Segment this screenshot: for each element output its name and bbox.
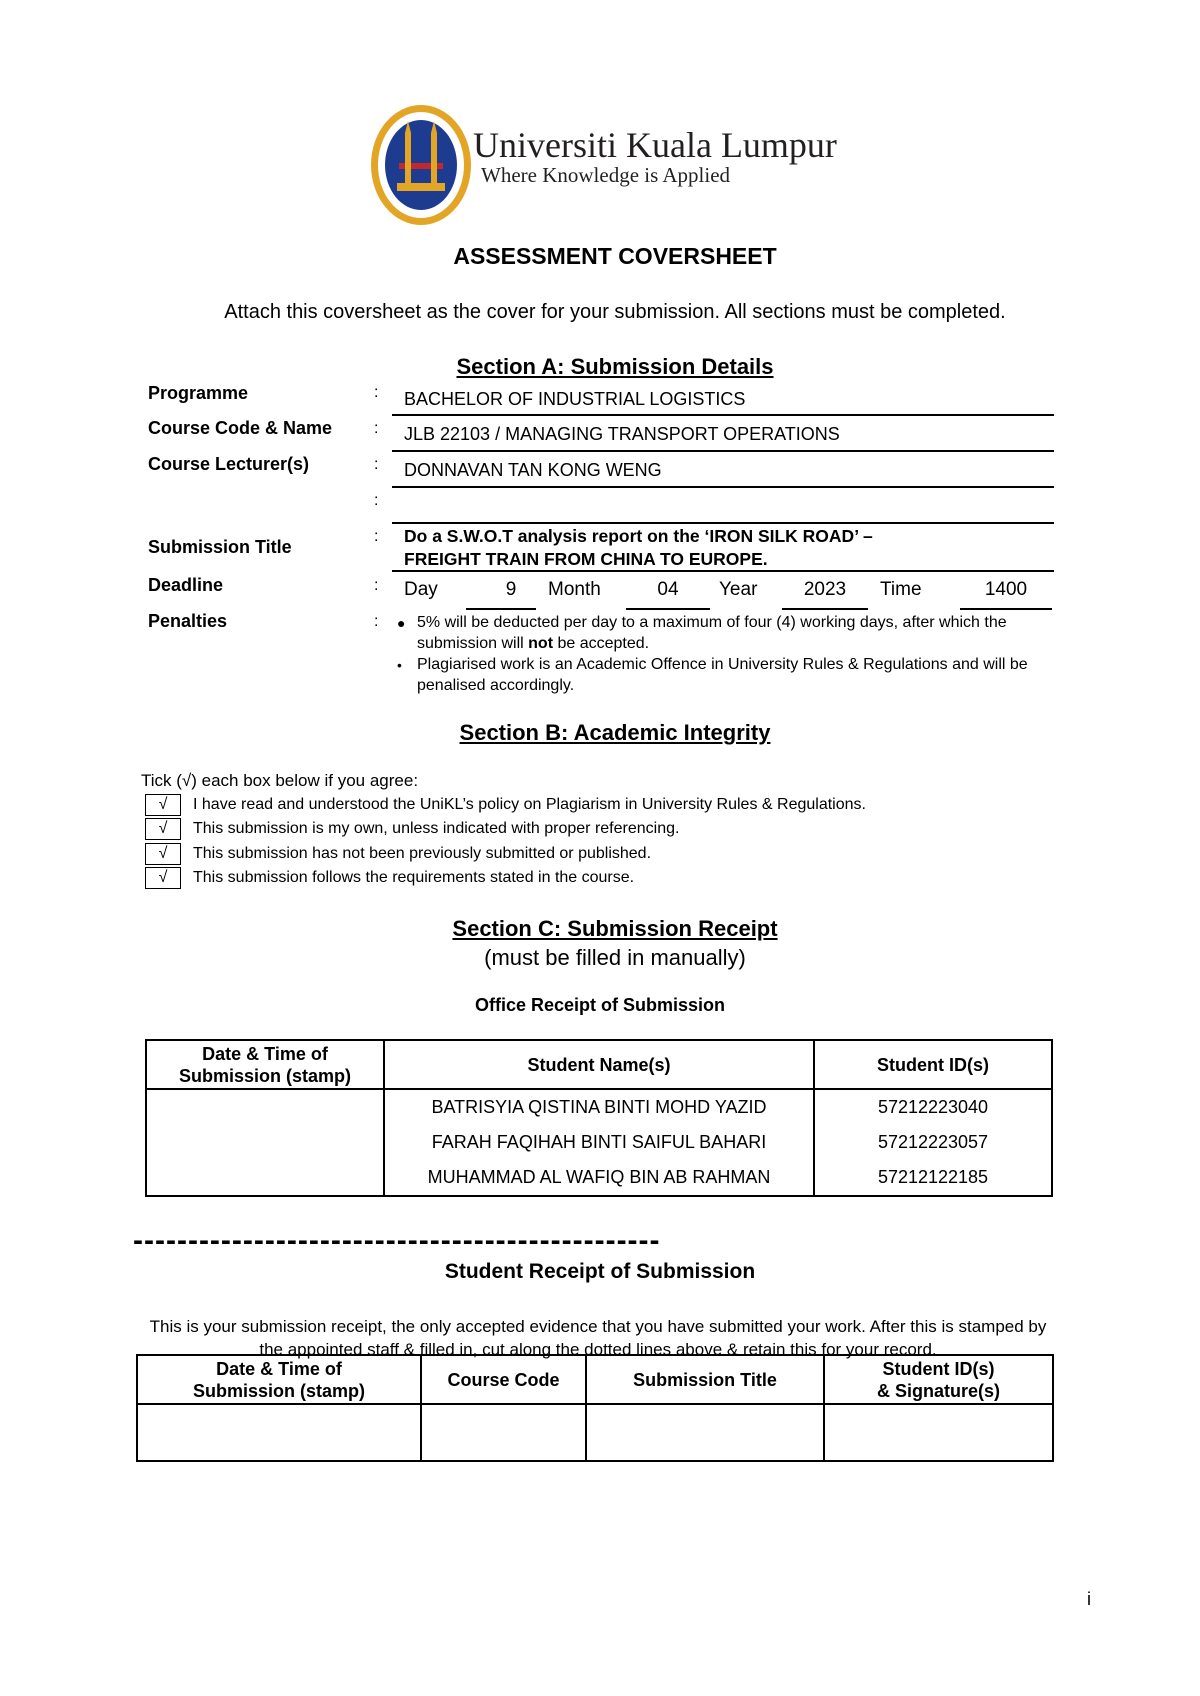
programme-label: Programme <box>148 383 249 403</box>
student-receipt-note: This is your submission receipt, the only accepted evidence that you have submitted your work. After this is stamped by the appointed staff & filled in, cut along the dotted lines above & retain this for your record. <box>149 1317 1047 1359</box>
agreement-text: I have read and understood the UniKL’s policy on Plagiarism in University Rules & Regulations. <box>193 796 866 813</box>
university-tagline: Where Knowledge is Applied <box>481 163 731 187</box>
colon: : <box>374 528 379 545</box>
table-row <box>146 1089 1052 1125</box>
office-receipt-table <box>145 1039 1053 1197</box>
lecturer-field-2 <box>392 490 1054 524</box>
section-b-heading: Section B: Academic Integrity <box>459 720 771 745</box>
programme-value: BACHELOR OF INDUSTRIAL LOGISTICS <box>404 389 746 409</box>
table-row <box>137 1404 1053 1461</box>
colon: : <box>374 384 379 401</box>
cut-line: ------------------------------------------------ <box>133 1224 661 1257</box>
deadline-day-value: 9 <box>505 579 517 600</box>
deadline-label: Deadline <box>148 575 224 595</box>
penalties-label: Penalties <box>148 611 228 631</box>
deadline-time-value: 1400 <box>984 579 1028 600</box>
lecturer-label: Course Lecturer(s) <box>148 454 310 474</box>
colon: : <box>374 456 379 473</box>
university-name: Universiti Kuala Lumpur <box>473 125 837 165</box>
table-header-date: Date & Time of Submission (stamp) <box>146 1040 384 1089</box>
submission-title-label: Submission Title <box>148 537 292 557</box>
student-id: 57212122185 <box>814 1160 1052 1196</box>
section-a-heading: Section A: Submission Details <box>456 354 774 379</box>
deadline-day-underline <box>466 608 536 610</box>
colon: : <box>374 577 379 594</box>
deadline-month-value: 04 <box>657 579 679 600</box>
student-name: BATRISYIA QISTINA BINTI MOHD YAZID <box>384 1089 814 1125</box>
colon: : <box>374 492 379 509</box>
table-header-date: Date & Time of Submission (stamp) <box>137 1355 421 1404</box>
office-receipt-title: Office Receipt of Submission <box>474 995 726 1015</box>
agreement-checkbox[interactable]: √ <box>145 794 181 816</box>
agreement-text: This submission is my own, unless indicated with proper referencing. <box>193 820 680 837</box>
deadline-year-value: 2023 <box>803 579 847 600</box>
stamp-cell <box>137 1404 421 1461</box>
colon: : <box>374 613 379 630</box>
penalty-item-2: Plagiarised work is an Academic Offence in University Rules & Regulations and will be penalised accordingly. <box>417 656 1028 694</box>
student-receipt-title: Student Receipt of Submission <box>444 1260 756 1283</box>
student-name: MUHAMMAD AL WAFIQ BIN AB RAHMAN <box>384 1160 814 1196</box>
table-header-name: Student Name(s) <box>384 1040 814 1089</box>
deadline-month-underline <box>626 608 710 610</box>
deadline-year-underline <box>782 608 868 610</box>
student-id: 57212223040 <box>814 1089 1052 1125</box>
course-label: Course Code & Name <box>148 418 333 438</box>
lecturer-value: DONNAVAN TAN KONG WENG <box>404 460 662 480</box>
signature-cell <box>824 1404 1053 1461</box>
section-c-subheading: (must be filled in manually) <box>484 945 746 970</box>
table-header-title: Submission Title <box>586 1355 824 1404</box>
bullet-icon: • <box>397 657 402 673</box>
student-name: FARAH FAQIHAH BINTI SAIFUL BAHARI <box>384 1125 814 1160</box>
instruction-text: Attach this coversheet as the cover for your submission. All sections must be completed. <box>224 301 1006 323</box>
deadline-time-underline <box>960 608 1052 610</box>
deadline-month-label: Month <box>548 579 601 600</box>
student-id: 57212223057 <box>814 1125 1052 1160</box>
student-receipt-table <box>136 1354 1054 1462</box>
deadline-year-label: Year <box>719 579 758 600</box>
agreement-checkbox[interactable]: √ <box>145 867 181 889</box>
section-c-heading: Section C: Submission Receipt <box>452 916 778 941</box>
submission-title-cell <box>586 1404 824 1461</box>
course-code-cell <box>421 1404 586 1461</box>
colon: : <box>374 420 379 437</box>
tick-instruction: Tick (√) each box below if you agree: <box>141 771 419 790</box>
submission-title-line-2: FREIGHT TRAIN FROM CHINA TO EUROPE. <box>404 549 768 569</box>
agreement-text: This submission follows the requirements stated in the course. <box>193 869 635 886</box>
deadline-day-label: Day <box>404 579 438 600</box>
bullet-icon: ● <box>397 615 406 631</box>
agreement-checkbox[interactable]: √ <box>145 843 181 865</box>
university-emblem-logo <box>369 103 473 227</box>
table-header-course: Course Code <box>421 1355 586 1404</box>
course-value: JLB 22103 / MANAGING TRANSPORT OPERATIONS <box>404 424 840 444</box>
submission-title-line-1: Do a S.W.O.T analysis report on the ‘IRON SILK ROAD’ – <box>404 526 873 546</box>
page-number: i <box>1087 1589 1091 1609</box>
page-title: ASSESSMENT COVERSHEET <box>453 243 777 269</box>
deadline-time-label: Time <box>880 579 922 600</box>
agreement-text: This submission has not been previously submitted or published. <box>193 845 652 862</box>
stamp-cell <box>146 1089 384 1196</box>
table-header-id-signature: Student ID(s) & Signature(s) <box>824 1355 1053 1404</box>
penalty-item-1: 5% will be deducted per day to a maximum of four (4) working days, after which the submission will not be accepted. <box>417 614 1007 652</box>
table-header-id: Student ID(s) <box>814 1040 1052 1089</box>
agreement-checkbox[interactable]: √ <box>145 818 181 840</box>
